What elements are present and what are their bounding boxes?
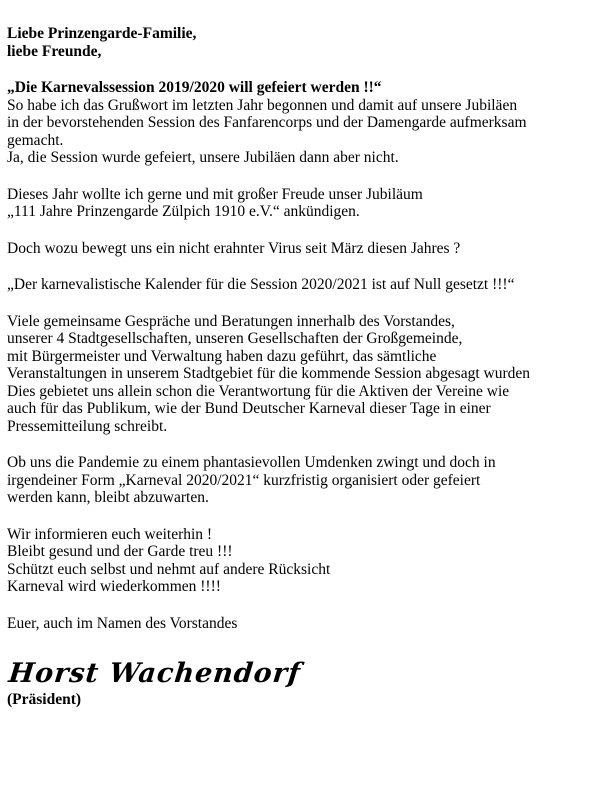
letter-line: Bleibt gesund und der Garde treu !!! (7, 543, 233, 560)
letter-line: Pressemitteilung schreibt. (7, 417, 168, 435)
paragraph-kalender-quote (7, 276, 595, 294)
signature-block (7, 658, 595, 709)
letter-line: werden kann, bleibt abzuwarten. (7, 489, 209, 506)
letter-line: Dies gebietet uns allein schon die Verantwortung für die Aktiven der Vereine wie (7, 382, 510, 400)
letter-line: Euer, auch im Namen des Vorstandes (7, 614, 238, 632)
paragraph-jubilaeum (7, 186, 595, 221)
letter-line: So habe ich das Grußwort im letzten Jahr begonnen und damit auf unsere Jubiläen (7, 96, 518, 114)
letter-line: mit Bürgermeister und Verwaltung haben dazu geführt, das sämtliche (7, 347, 437, 365)
signature: Horst Wachendorf (7, 658, 303, 689)
letter-line: Wir informieren euch weiterhin ! (7, 525, 213, 543)
paragraph-virus (7, 240, 595, 258)
paragraph-intro (7, 79, 595, 167)
letter-line: Veranstaltungen in unserem Stadtgebiet für die kommende Session abgesagt wurden (7, 365, 530, 382)
letter-line: Schützt euch selbst und nehmt auf andere Rücksicht (7, 560, 331, 578)
letter-line: unserer 4 Stadtgesellschaften, unseren Gesellschaften der Großgemeinde, (7, 330, 463, 347)
letter-line: Dieses Jahr wollte ich gerne und mit großer Freude unser Jubiläum (7, 185, 423, 203)
salutation (7, 25, 595, 60)
letter-line: auch für das Publikum, wie der Bund Deutscher Karneval dieser Tage in einer (7, 400, 491, 417)
letter-line: Ob uns die Pandemie zu einem phantasievollen Umdenken zwingt und doch in (7, 454, 496, 471)
letter-line: gemacht. (7, 131, 64, 149)
paragraph-absage (7, 313, 595, 436)
letter-line: „Der karnevalistische Kalender für die Session 2020/2021 ist auf Null gesetzt !!!“ (7, 276, 515, 293)
salutation-line: Liebe Prinzengarde-Familie, (7, 25, 197, 42)
letter-line: Karneval wird wiederkommen !!!! (7, 578, 221, 595)
letter-line: Viele gemeinsame Gespräche und Beratungen innerhalb des Vorstandes, (7, 312, 455, 330)
salutation-line: liebe Freunde, (7, 42, 102, 60)
letter-line: in der bevorstehenden Session des Fanfarencorps und der Damengarde aufmerksam (7, 114, 527, 131)
paragraph-pandemie (7, 454, 595, 507)
letter-line: „111 Jahre Prinzengarde Zülpich 1910 e.V.“ ankündigen. (7, 203, 360, 220)
paragraph-wuensche (7, 526, 595, 596)
closing-line (7, 615, 595, 633)
signature-title: (Präsident) (7, 691, 82, 708)
letter-line: Ja, die Session wurde gefeiert, unsere Jubiläen dann aber nicht. (7, 149, 399, 166)
letter-line: Doch wozu bewegt uns ein nicht erahnter Virus seit März diesen Jahres ? (7, 239, 461, 257)
letter-line: irgendeiner Form „Karneval 2020/2021“ kurzfristig organisiert oder gefeiert (7, 471, 481, 489)
headline-quote: „Die Karnevalssession 2019/2020 will gefeiert werden !!“ (7, 79, 382, 96)
